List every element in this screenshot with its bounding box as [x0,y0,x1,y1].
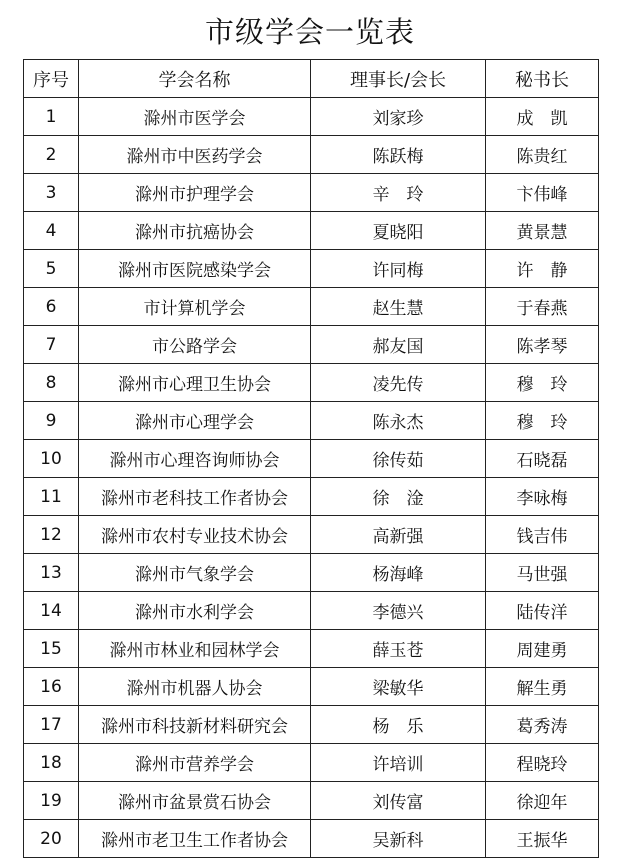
table-row [24,250,599,288]
society-name: 滁州市中医药学会 [79,136,311,174]
secretary-name: 周建勇 [486,630,599,668]
president-name: 赵生慧 [311,288,486,326]
secretary-name: 成 凯 [486,98,599,136]
row-index: 16 [24,668,79,706]
table-row [24,288,599,326]
header-index: 序号 [24,60,79,98]
row-index: 11 [24,478,79,516]
secretary-name: 黄景慧 [486,212,599,250]
secretary-name: 王振华 [486,820,599,858]
society-name: 滁州市机器人协会 [79,668,311,706]
president-name: 郝友国 [311,326,486,364]
president-name: 许培训 [311,744,486,782]
row-index: 8 [24,364,79,402]
table-row [24,668,599,706]
society-name: 滁州市心理咨询师协会 [79,440,311,478]
row-index: 5 [24,250,79,288]
row-index: 1 [24,98,79,136]
secretary-name: 陈孝琴 [486,326,599,364]
secretary-name: 李咏梅 [486,478,599,516]
secretary-name: 马世强 [486,554,599,592]
row-index: 4 [24,212,79,250]
secretary-name: 石晓磊 [486,440,599,478]
row-index: 20 [24,820,79,858]
table-row [24,98,599,136]
secretary-name: 程晓玲 [486,744,599,782]
society-name: 滁州市农村专业技术协会 [79,516,311,554]
president-name: 杨 乐 [311,706,486,744]
row-index: 9 [24,402,79,440]
president-name: 许同梅 [311,250,486,288]
table-row [24,516,599,554]
page-title: 市级学会一览表 [204,15,415,49]
table-row [24,402,599,440]
row-index: 12 [24,516,79,554]
table-row [24,744,599,782]
society-table [23,59,599,858]
header-secretary: 秘书长 [486,60,599,98]
secretary-name: 解生勇 [486,668,599,706]
president-name: 高新强 [311,516,486,554]
president-name: 陈跃梅 [311,136,486,174]
society-name: 滁州市心理学会 [79,402,311,440]
table-row [24,478,599,516]
header-president: 理事长/会长 [311,60,486,98]
president-name: 刘传富 [311,782,486,820]
table-row [24,174,599,212]
secretary-name: 穆 玲 [486,364,599,402]
president-name: 陈永杰 [311,402,486,440]
society-name: 滁州市心理卫生协会 [79,364,311,402]
president-name: 梁敏华 [311,668,486,706]
secretary-name: 徐迎年 [486,782,599,820]
table-row [24,820,599,858]
row-index: 14 [24,592,79,630]
table-row [24,136,599,174]
row-index: 2 [24,136,79,174]
president-name: 刘家珍 [311,98,486,136]
row-index: 6 [24,288,79,326]
row-index: 17 [24,706,79,744]
president-name: 李德兴 [311,592,486,630]
society-name: 市计算机学会 [79,288,311,326]
president-name: 杨海峰 [311,554,486,592]
secretary-name: 葛秀涛 [486,706,599,744]
table-row [24,364,599,402]
table-row [24,554,599,592]
society-name: 滁州市老卫生工作者协会 [79,820,311,858]
row-index: 7 [24,326,79,364]
society-name: 滁州市营养学会 [79,744,311,782]
president-name: 辛 玲 [311,174,486,212]
row-index: 13 [24,554,79,592]
president-name: 薛玉苍 [311,630,486,668]
president-name: 徐 淦 [311,478,486,516]
society-name: 滁州市盆景赏石协会 [79,782,311,820]
president-name: 吴新科 [311,820,486,858]
president-name: 凌先传 [311,364,486,402]
secretary-name: 钱吉伟 [486,516,599,554]
society-name: 滁州市医学会 [79,98,311,136]
society-name: 滁州市老科技工作者协会 [79,478,311,516]
secretary-name: 卞伟峰 [486,174,599,212]
table-row [24,592,599,630]
society-name: 滁州市抗癌协会 [79,212,311,250]
table-row [24,782,599,820]
secretary-name: 于春燕 [486,288,599,326]
table-row [24,630,599,668]
row-index: 18 [24,744,79,782]
society-name: 滁州市气象学会 [79,554,311,592]
society-name: 滁州市医院感染学会 [79,250,311,288]
table-row [24,326,599,364]
secretary-name: 陆传洋 [486,592,599,630]
society-name: 滁州市水利学会 [79,592,311,630]
row-index: 19 [24,782,79,820]
row-index: 15 [24,630,79,668]
society-name: 滁州市林业和园林学会 [79,630,311,668]
president-name: 夏晓阳 [311,212,486,250]
table-row [24,706,599,744]
president-name: 徐传茹 [311,440,486,478]
secretary-name: 陈贵红 [486,136,599,174]
table-row [24,212,599,250]
secretary-name: 穆 玲 [486,402,599,440]
row-index: 3 [24,174,79,212]
row-index: 10 [24,440,79,478]
society-name: 滁州市科技新材料研究会 [79,706,311,744]
society-name: 市公路学会 [79,326,311,364]
secretary-name: 许 静 [486,250,599,288]
header-society-name: 学会名称 [79,60,311,98]
society-name: 滁州市护理学会 [79,174,311,212]
table-row [24,440,599,478]
table-header-row [24,60,599,98]
